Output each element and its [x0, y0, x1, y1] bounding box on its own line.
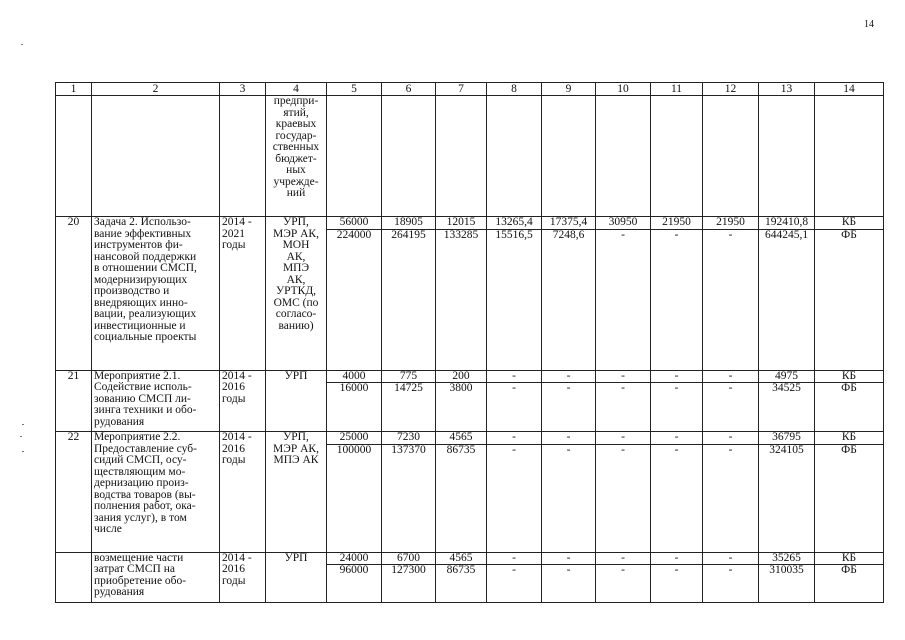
period-line: 2021 — [222, 227, 245, 240]
cell-fb-value: 644245,1 — [759, 229, 815, 370]
cell-kb-value: - — [703, 552, 759, 565]
cell-kb-value: - — [651, 432, 703, 445]
column-number: 1 — [56, 83, 92, 96]
cell-empty — [542, 96, 596, 217]
measure-name-line: инструментов фи- — [94, 239, 183, 251]
cell-fb-value: - — [703, 444, 759, 552]
cell-kb-value: - — [487, 432, 542, 445]
measure-name-line: нансовой поддержки — [94, 250, 197, 263]
cell-fb-value: 86735 — [436, 565, 487, 603]
cell-empty — [56, 96, 92, 217]
column-number: 4 — [266, 83, 327, 96]
scan-speck — [22, 451, 24, 452]
cell-empty — [759, 96, 815, 217]
measure-name-line: инвестиционные и — [94, 319, 186, 332]
executor-line: АК, — [286, 273, 306, 286]
column-number: 2 — [92, 83, 220, 96]
cell-kb-value: 21950 — [651, 217, 703, 230]
measure-name-line: вание эффективных — [94, 227, 192, 240]
executor-line: ятий, — [283, 106, 309, 119]
cell-kb-value: 200 — [436, 370, 487, 383]
cell-kb-value: 56000 — [327, 217, 382, 230]
measure-name-line: производство и — [94, 285, 170, 297]
executor-line: АК, — [286, 250, 306, 263]
column-number: 9 — [542, 83, 596, 96]
executor-line: МЭР АК, — [273, 442, 319, 455]
cell-period — [220, 552, 266, 603]
cell-fb-value: 3800 — [436, 383, 487, 432]
column-number: 12 — [703, 83, 759, 96]
cell-kb-value: 4975 — [759, 370, 815, 383]
column-number: 7 — [436, 83, 487, 96]
cell-kb-value: 13265,4 — [487, 217, 542, 230]
executor-line: ных — [286, 164, 306, 176]
period-line: 2016 — [222, 563, 245, 575]
cell-funding-source: КБ — [815, 370, 884, 383]
measure-name-line: Содействие исполь- — [94, 381, 192, 393]
cell-fb-value: 96000 — [327, 565, 382, 603]
continuation-row — [56, 96, 884, 217]
column-number: 6 — [382, 83, 436, 96]
cell-fb-value: 310035 — [759, 565, 815, 603]
scan-speck — [21, 44, 23, 45]
header-row — [56, 83, 884, 96]
column-number: 8 — [487, 83, 542, 96]
cell-row-number — [56, 552, 92, 603]
cell-funding-source: ФБ — [815, 444, 884, 552]
column-number: 14 — [815, 83, 884, 96]
cell-funding-source: ФБ — [815, 229, 884, 370]
cell-kb-value: - — [487, 370, 542, 383]
cell-kb-value: 24000 — [327, 552, 382, 565]
cell-funding-source: ФБ — [815, 383, 884, 432]
measure-name-line: зованию СМСП ли- — [94, 392, 191, 405]
executor-line: предпри- — [273, 95, 319, 107]
cell-kb-value: 30950 — [596, 217, 651, 230]
cell-empty — [815, 96, 884, 217]
executor-line: государ- — [275, 129, 317, 142]
cell-kb-value: 35265 — [759, 552, 815, 565]
cell-kb-value: - — [651, 370, 703, 383]
period-line: 2014 - — [222, 370, 252, 382]
cell-fb-value: - — [703, 565, 759, 603]
period-line: 2016 — [222, 381, 245, 393]
measure-name-line: затрат СМСП на — [94, 563, 175, 575]
cell-kb-value: 21950 — [703, 217, 759, 230]
measure-name-line: полнения работ, ока- — [94, 500, 196, 512]
cell-fb-value: 15516,5 — [487, 229, 542, 370]
cell-empty — [436, 96, 487, 217]
executor-line: УРП, — [283, 216, 309, 228]
cell-fb-value: - — [596, 229, 651, 370]
measure-name-line: социальные проекты — [94, 331, 197, 343]
cell-fb-value: - — [542, 383, 596, 432]
cell-kb-value: 12015 — [436, 217, 487, 230]
period-line: годы — [222, 574, 246, 587]
cell-funding-source: ФБ — [815, 565, 884, 603]
cell-kb-value: - — [542, 432, 596, 445]
cell-executors — [266, 432, 327, 553]
period-line: 2016 — [222, 442, 245, 455]
cell-kb-value: 4000 — [327, 370, 382, 383]
measure-name-line: внедряющих инно- — [94, 296, 188, 309]
scan-speck — [20, 436, 22, 437]
cell-measure-name — [92, 432, 220, 553]
executor-line: УРП, — [283, 431, 309, 443]
cell-row-number: 22 — [56, 432, 92, 553]
measure-name-line: рудования — [94, 415, 145, 428]
executor-line: МЭР АК, — [273, 227, 319, 240]
executor-line: УРП — [284, 370, 308, 382]
cell-fb-value: 34525 — [759, 383, 815, 432]
cell-fb-value: - — [596, 383, 651, 432]
measure-name-line: рудования — [94, 586, 145, 598]
cell-fb-value: 127300 — [382, 565, 436, 603]
period-line: 2014 - — [222, 431, 252, 443]
cell-kb-value: 4565 — [436, 432, 487, 445]
period-line: годы — [222, 454, 246, 466]
cell-fb-value: - — [542, 444, 596, 552]
period-line: годы — [222, 239, 246, 251]
table-row-kb — [56, 370, 884, 383]
period-line: 2014 - — [222, 552, 252, 564]
cell-empty — [487, 96, 542, 217]
cell-kb-value: 7230 — [382, 432, 436, 445]
measure-name-line: вации, реализующих — [94, 308, 197, 320]
cell-kb-value: 17375,4 — [542, 217, 596, 230]
executor-line: ний — [286, 187, 306, 199]
cell-row-number: 20 — [56, 217, 92, 371]
executor-line: краевых — [275, 118, 317, 130]
cell-empty — [382, 96, 436, 217]
cell-executors — [266, 370, 327, 432]
cell-kb-value: 6700 — [382, 552, 436, 565]
cell-kb-value: - — [542, 552, 596, 565]
cell-empty — [596, 96, 651, 217]
cell-period — [220, 370, 266, 432]
period-line: годы — [222, 392, 246, 405]
measure-name-line: ществляющим мо- — [94, 465, 186, 478]
cell-executors — [266, 552, 327, 603]
measure-name-line: Задача 2. Использо- — [94, 216, 191, 228]
executor-line: УРТКД, — [275, 285, 317, 297]
table-row-kb — [56, 552, 884, 565]
cell-kb-value: 192410,8 — [759, 217, 815, 230]
table-row-kb — [56, 432, 884, 445]
executor-line: МПЭ — [282, 262, 310, 274]
cell-fb-value: 264195 — [382, 229, 436, 370]
cell-fb-value: 133285 — [436, 229, 487, 370]
cell-fb-value: - — [542, 565, 596, 603]
measure-name-line: зания услуг), в том — [94, 511, 187, 524]
scan-speck — [22, 424, 24, 425]
cell-fb-value: - — [703, 383, 759, 432]
cell-fb-value: 14725 — [382, 383, 436, 432]
cell-measure-name — [92, 552, 220, 603]
executor-line: учрежде- — [273, 175, 319, 188]
cell-fb-value: 224000 — [327, 229, 382, 370]
cell-kb-value: - — [703, 432, 759, 445]
column-number: 10 — [596, 83, 651, 96]
cell-row-number: 21 — [56, 370, 92, 432]
cell-kb-value: - — [596, 552, 651, 565]
cell-kb-value: - — [542, 370, 596, 383]
cell-measure-name — [92, 370, 220, 432]
budget-table — [55, 82, 884, 603]
cell-fb-value: - — [487, 444, 542, 552]
cell-fb-value: - — [651, 229, 703, 370]
cell-kb-value: - — [596, 370, 651, 383]
cell-fb-value: 324105 — [759, 444, 815, 552]
cell-period — [220, 432, 266, 553]
cell-fb-value: - — [651, 383, 703, 432]
column-number: 5 — [327, 83, 382, 96]
cell-fb-value: - — [651, 444, 703, 552]
cell-fb-value: - — [703, 229, 759, 370]
executor-line: УРП — [284, 552, 308, 564]
cell-period — [220, 217, 266, 371]
page-number: 14 — [864, 19, 874, 30]
measure-name-line: дернизацию произ- — [94, 477, 189, 489]
cell-kb-value: 4565 — [436, 552, 487, 565]
column-number: 3 — [220, 83, 266, 96]
cell-executors — [266, 96, 327, 217]
executor-line: ственных — [272, 141, 320, 153]
executor-line: бюджет- — [275, 152, 317, 165]
cell-fb-value: 16000 — [327, 383, 382, 432]
cell-empty — [220, 96, 266, 217]
column-number: 11 — [651, 83, 703, 96]
cell-funding-source: КБ — [815, 552, 884, 565]
measure-name-line: приобретение обо- — [94, 574, 187, 587]
measure-name-line: модернизирующих — [94, 273, 188, 286]
cell-fb-value: - — [487, 383, 542, 432]
cell-kb-value: - — [651, 552, 703, 565]
cell-empty — [703, 96, 759, 217]
executor-line: ванию) — [278, 319, 314, 332]
cell-fb-value: 137370 — [382, 444, 436, 552]
measure-name-line: числе — [94, 523, 122, 535]
column-number: 13 — [759, 83, 815, 96]
cell-measure-name — [92, 217, 220, 371]
cell-fb-value: - — [487, 565, 542, 603]
cell-fb-value: - — [651, 565, 703, 603]
measure-name-line: зинга техники и обо- — [94, 404, 197, 416]
cell-kb-value: - — [487, 552, 542, 565]
cell-kb-value: 36795 — [759, 432, 815, 445]
measure-name-line: сидий СМСП, осу- — [94, 454, 187, 466]
cell-fb-value: - — [596, 565, 651, 603]
cell-kb-value: 775 — [382, 370, 436, 383]
cell-empty — [327, 96, 382, 217]
cell-kb-value: - — [703, 370, 759, 383]
executor-line: согласо- — [275, 308, 317, 320]
measure-name-line: водства товаров (вы- — [94, 488, 196, 501]
period-line: 2014 - — [222, 216, 252, 228]
cell-fb-value: 100000 — [327, 444, 382, 552]
executor-line: МОН — [282, 239, 310, 251]
measure-name-line: Мероприятие 2.2. — [94, 431, 181, 443]
cell-fb-value: 86735 — [436, 444, 487, 552]
cell-empty — [651, 96, 703, 217]
executor-line: МПЭ АК — [273, 454, 319, 466]
measure-name-line: Предоставление суб- — [94, 442, 197, 455]
cell-kb-value: - — [596, 432, 651, 445]
cell-fb-value: - — [596, 444, 651, 552]
cell-kb-value: 18905 — [382, 217, 436, 230]
cell-kb-value: 25000 — [327, 432, 382, 445]
measure-name-line: Мероприятие 2.1. — [94, 370, 181, 382]
cell-funding-source: КБ — [815, 217, 884, 230]
cell-funding-source: КБ — [815, 432, 884, 445]
measure-name-line: в отношении СМСП, — [94, 262, 197, 274]
cell-empty — [92, 96, 220, 217]
executor-line: ОМС (по — [273, 296, 319, 309]
measure-name-line: возмещение части — [94, 552, 184, 564]
table-row-kb — [56, 217, 884, 230]
cell-fb-value: 7248,6 — [542, 229, 596, 370]
cell-executors — [266, 217, 327, 371]
